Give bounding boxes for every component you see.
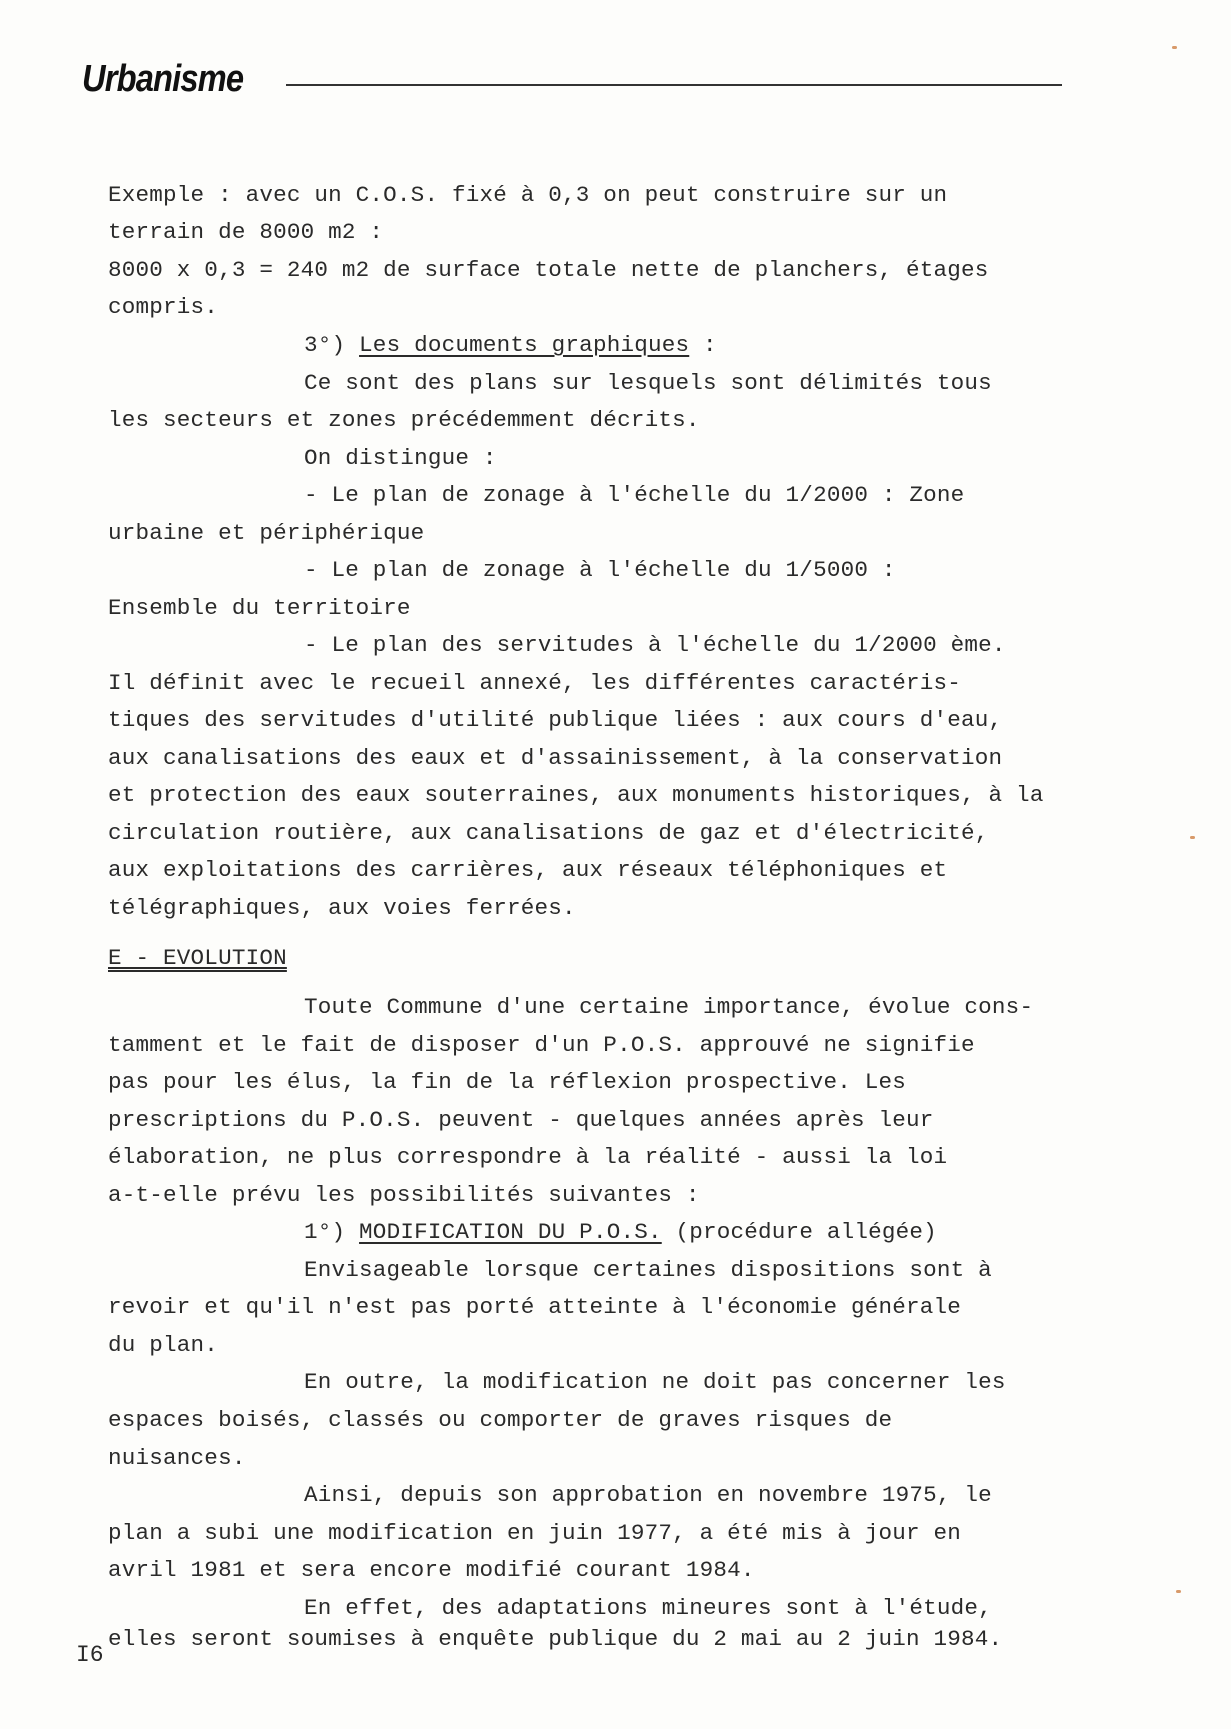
text-line: circulation routière, aux canalisations de gaz et d'électricité, <box>108 820 989 846</box>
line-prefix: 1°) <box>304 1219 360 1245</box>
text-line: - Le plan des servitudes à l'échelle du 1/2000 ème. <box>304 632 1006 658</box>
underlined-heading: Les documents graphiques <box>359 332 690 358</box>
text-line: Toute Commune d'une certaine importance, évolue cons- <box>304 994 1034 1020</box>
text-line: et protection des eaux souterraines, aux monuments historiques, à la <box>108 782 1044 808</box>
header-rule <box>286 84 1062 86</box>
text-line: avril 1981 et sera encore modifié courant 1984. <box>108 1557 755 1583</box>
text-line: Ainsi, depuis son approbation en novembre 1975, le <box>304 1482 992 1508</box>
text-line: a-t-elle prévu les possibilités suivantes : <box>108 1182 700 1208</box>
text-line: Exemple : avec un C.O.S. fixé à 0,3 on peut construire sur un <box>108 182 948 208</box>
section-title: Urbanisme <box>82 58 244 100</box>
speck <box>1190 836 1195 839</box>
text-line: plan a subi une modification en juin 1977, a été mis à jour en <box>108 1520 962 1546</box>
line-suffix: (procédure allégée) <box>661 1219 937 1245</box>
text-line: espaces boisés, classés ou comporter de graves risques de <box>108 1407 893 1433</box>
text-line: terrain de 8000 m2 : <box>108 219 384 245</box>
text-line: - Le plan de zonage à l'échelle du 1/2000 : Zone <box>304 482 965 508</box>
text-line: - Le plan de zonage à l'échelle du 1/5000 : <box>304 557 896 583</box>
text-line: En effet, des adaptations mineures sont à l'étude, <box>304 1595 992 1621</box>
text-line: tiques des servitudes d'utilité publique liées : aux cours d'eau, <box>108 707 1003 733</box>
underlined-heading: MODIFICATION DU P.O.S. <box>359 1219 662 1245</box>
text-line: Ensemble du territoire <box>108 595 411 621</box>
text-line <box>304 1221 937 1244</box>
speck <box>1172 46 1177 49</box>
text-line: les secteurs et zones précédemment décrits. <box>108 407 700 433</box>
text-line: aux exploitations des carrières, aux réseaux téléphoniques et <box>108 857 948 883</box>
text-line: revoir et qu'il n'est pas porté atteinte à l'économie générale <box>108 1294 962 1320</box>
text-line <box>108 947 287 970</box>
text-line: élaboration, ne plus correspondre à la réalité - aussi la loi <box>108 1144 948 1170</box>
text-line: Ce sont des plans sur lesquels sont délimités tous <box>304 370 992 396</box>
text-line: pas pour les élus, la fin de la réflexion prospective. Les <box>108 1069 906 1095</box>
underlined-heading: E - EVOLUTION <box>108 945 287 971</box>
speck <box>1176 1590 1181 1593</box>
text-line: On distingue : <box>304 445 497 471</box>
line-suffix: : <box>689 332 717 358</box>
page-number: I6 <box>76 1642 104 1668</box>
text-line <box>304 334 717 357</box>
text-line: 8000 x 0,3 = 240 m2 de surface totale nette de planchers, étages <box>108 257 989 283</box>
text-line: aux canalisations des eaux et d'assainissement, à la conservation <box>108 745 1003 771</box>
text-line: En outre, la modification ne doit pas concerner les <box>304 1369 1006 1395</box>
text-line: tamment et le fait de disposer d'un P.O.S. approuvé ne signifie <box>108 1032 975 1058</box>
text-line: prescriptions du P.O.S. peuvent - quelques années après leur <box>108 1107 934 1133</box>
text-line: télégraphiques, aux voies ferrées. <box>108 895 576 921</box>
text-line: elles seront soumises à enquête publique du 2 mai au 2 juin 1984. <box>108 1626 1003 1652</box>
text-line: du plan. <box>108 1332 219 1358</box>
line-prefix: 3°) <box>304 332 360 358</box>
text-line: compris. <box>108 294 219 320</box>
text-line: Envisageable lorsque certaines dispositions sont à <box>304 1257 992 1283</box>
text-line: Il définit avec le recueil annexé, les différentes caractéris- <box>108 670 962 696</box>
text-line: nuisances. <box>108 1445 246 1471</box>
text-line: urbaine et périphérique <box>108 520 425 546</box>
